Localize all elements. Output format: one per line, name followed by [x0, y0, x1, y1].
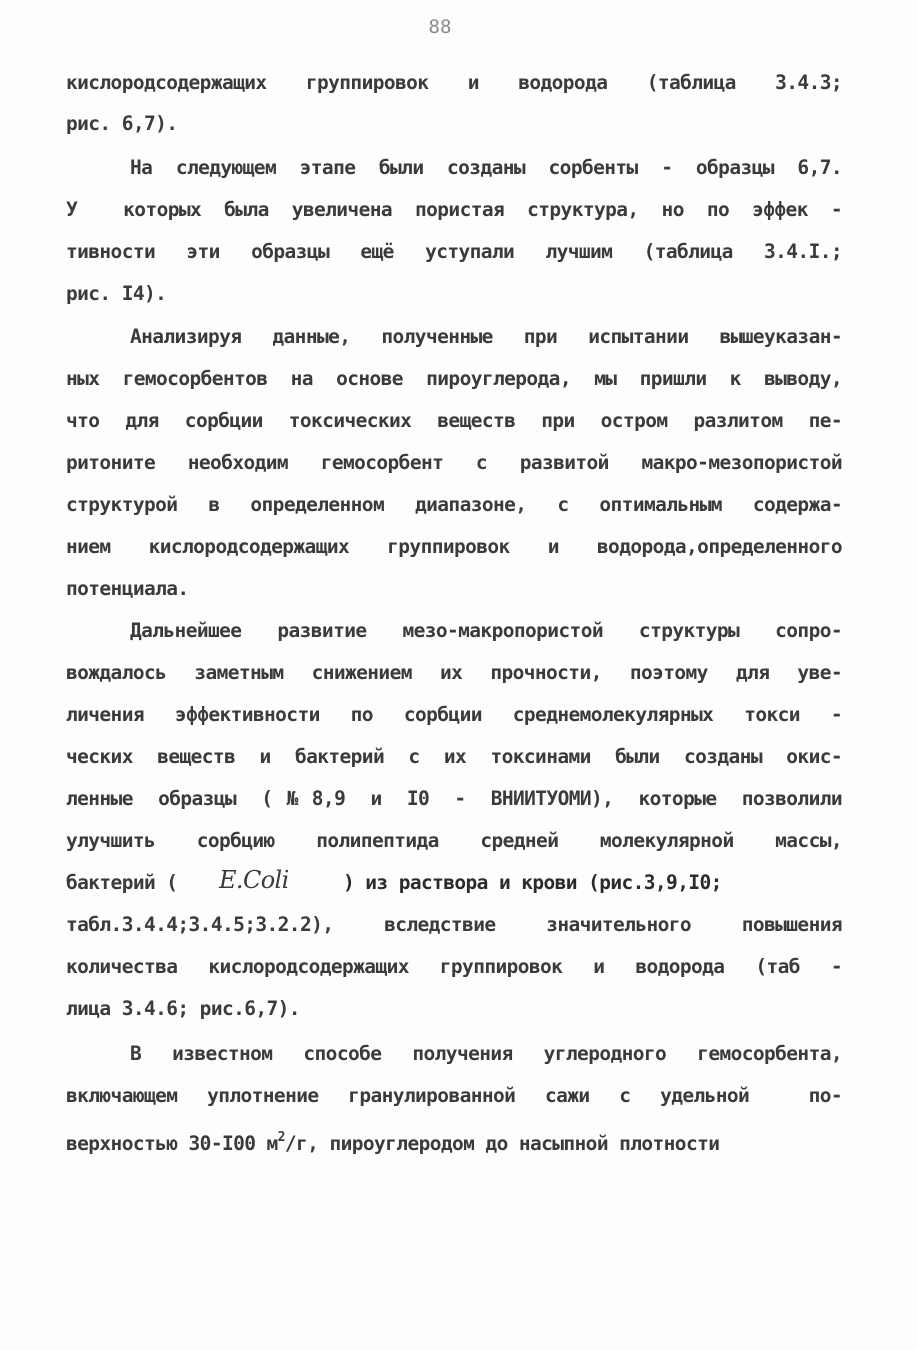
paragraph-start-line: Дальнейшее развитие мезо-макропористой структуры сопро- — [130, 619, 842, 642]
text-line: рис. I4). — [66, 282, 167, 305]
superscript: 2 — [277, 1130, 285, 1145]
text-fragment: /г, пироуглеродом до насыпной плотности — [284, 1132, 720, 1155]
text-line: ческих веществ и бактерий с их токсинами были созданы окис- — [66, 745, 842, 768]
handwriting-e-coli — [213, 858, 343, 902]
text-line: лица 3.4.6; рис.6,7). — [66, 997, 300, 1020]
text-line: табл.3.4.4;3.4.5;3.2.2), вследствие значительного повышения — [66, 913, 842, 936]
text-line: ных гемосорбентов на основе пироуглерода, мы пришли к выводу, — [66, 367, 842, 390]
handwritten-annotation — [213, 858, 343, 902]
text-line-end: ) из раствора и крови (рис.3,9,I0; — [343, 871, 722, 894]
text-line: потенциала. — [66, 577, 189, 600]
text-line: личения эффективности по сорбции среднемолекулярных токси - — [66, 703, 842, 726]
page-number: 88 — [428, 16, 452, 38]
paragraph-start-line: На следующем этапе были созданы сорбенты - образцы 6,7. — [130, 156, 842, 179]
text-line: включающем уплотнение гранулированной сажи с удельной по- — [66, 1084, 842, 1107]
paragraph-start-line: В известном способе получения углеродного гемосорбента, — [130, 1042, 842, 1065]
text-line: улучшить сорбцию полипептида средней молекулярной массы, — [66, 829, 842, 852]
text-line: кислородсодержащих группировок и водорода (таблица 3.4.3; — [66, 71, 842, 94]
text-fragment: верхностью 30-I00 м — [66, 1132, 278, 1155]
text-line: ритоните необходим гемосорбент с развитой макро-мезопористой — [66, 451, 842, 474]
text-line: количества кислородсодержащих группировок и водорода (таб - — [66, 955, 842, 978]
text-line: нием кислородсодержащих группировок и водорода,определенного — [66, 535, 842, 558]
paragraph-start-line: Анализируя данные, полученные при испытании вышеуказан- — [130, 325, 842, 348]
text-line: рис. 6,7). — [66, 112, 178, 135]
text-line: вождалось заметным снижением их прочности, поэтому для уве- — [66, 661, 842, 684]
text-line: У которых была увеличена пористая структура, но по эффек - — [66, 198, 842, 221]
text-line: ленные образцы (№8,9 и I0 - ВНИИТУОМИ), которые позволили — [66, 787, 842, 810]
text-line: структурой в определенном диапазоне, с оптимальным содержа- — [66, 493, 842, 516]
text-line: тивности эти образцы ещё уступали лучшим (таблица 3.4.I.; — [66, 240, 842, 263]
text-line — [66, 1125, 719, 1157]
handwriting-text: E.Coli — [219, 866, 289, 894]
text-line-start: бактерий ( — [66, 871, 178, 894]
text-line: что для сорбции токсических веществ при остром разлитом пе- — [66, 409, 842, 432]
